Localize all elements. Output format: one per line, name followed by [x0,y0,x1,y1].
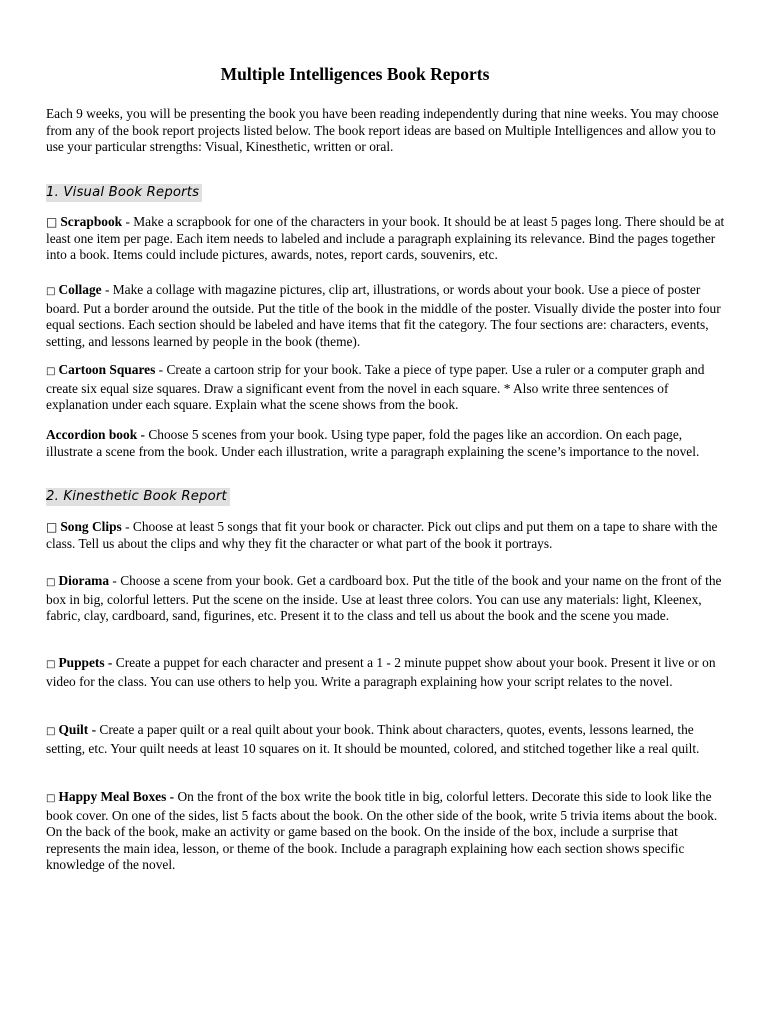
item-name: Cartoon Squares [58,362,156,377]
intro-paragraph: Each 9 weeks, you will be presenting the book you have been reading independently during that nine weeks. You may choose from any of the book report projects listed below. The book report ideas are based on Multiple Intelligences and allow you to use your particular strengths: Visual, Kinesthetic, written or oral. [46,106,719,154]
item-diorama: □ Diorama - Choose a scene from your book. Get a cardboard box. Put the title of the book and your name on the front of the box in big, colorful letters. Put the scene on the inside. Use at least three colors. You can use any materials: light, Kleenex, fabric, clay, cardboard, sand, figurines, etc. Present it to the class and tell us about the book and the scene you made. [46,573,722,623]
item-quilt [46,722,726,757]
section-heading-kinesthetic: 2. Kinesthetic Book Report [46,488,230,506]
item-happy-meal-boxes [46,789,726,874]
item-name: Happy Meal Boxes - [58,789,175,804]
item-description: Choose 5 scenes from your book. Using type paper, fold the pages like an accordion. On each page, illustrate a scene from the book. Under each illustration, write a paragraph explaining the scene’s importance to the novel. [46,427,700,459]
item-collage: □ Collage - Make a collage with magazine pictures, clip art, illustrations, or words about your book. Use a piece of poster board. Put a border around the outside. Put the title of the book in the middle of the poster. Visually divide the poster into four equal sections. Each section should be labeled and have items that fit the category. The four sections are: characters, events, setting, and lessons learned by people in the book (theme). [46,282,721,349]
item-song-clips: □ Song Clips - Choose at least 5 songs that fit your book or character. Pick out clips and put them on a tape to share with the class. Tell us about the clips and why they fit the character or what part of the book it portrays. [46,519,718,551]
checkbox-icon: □ [46,577,56,588]
item-description: Create a paper quilt or a real quilt about your book. Think about characters, quotes, events, lessons learned, the setting, etc. Your quilt needs at least 10 squares on it. It should be mounted, colored, and stitched together like a real quilt. [46,722,700,756]
checkbox-icon: □ [46,659,56,670]
item-accordion-book [46,427,726,460]
checkbox-icon: □ [46,366,56,377]
item-description: Make a collage with magazine pictures, clip art, illustrations, or words about your book. Use a piece of poster board. Put a border around the outside. Put the title of the book in the middle of the poster. Visually divide the poster into four equal sections. Each section should be labeled and have items that fit the category. The four sections are: characters, events, setting, and lessons learned by people in the book (theme). [46,282,721,349]
item-description: On the front of the box write the book title in big, colorful letters. Decorate this side to look like the book cover. On one of the sides, list 5 facts about the book. On the other side of the book, write 5 trivia items about the book. On the back of the book, make an activity or game based on the book. On the inside of the box, include a surprise that represents the main idea, lesson, or theme of the book. Include a paragraph explaining how each section shows specific knowledge of the novel. [46,789,718,872]
item-cartoon-squares: □ Cartoon Squares - Create a cartoon strip for your book. Take a piece of type paper. Use a ruler or a computer graph and create six equal size squares. Draw a significant event from the novel in each square. * Also write three sentences of explanation under each square. Explain what the scene shows from the book. [46,362,705,412]
item-description: Choose a scene from your book. Get a cardboard box. Put the title of the book and your name on the front of the box in big, colorful letters. Put the scene on the inside. Use at least three colors. You can use any materials: light, Kleenex, fabric, clay, cardboard, sand, figurines, etc. Present it to the class and tell us about the book and the scene you made. [46,573,722,623]
section-heading-visual: 1. Visual Book Reports [46,184,202,202]
item-name: Accordion book - [46,427,145,442]
checkbox-icon: □ [46,215,58,229]
checkbox-icon: □ [46,520,58,534]
item-description: Create a puppet for each character and present a 1 - 2 minute puppet show about your book. Present it live or on video for the class. You can use others to help you. Write a paragraph explaining how your script relates to the novel. [46,655,716,689]
item-description: Make a scrapbook for one of the characters in your book. It should be at least 5 pages long. There should be at least one item per page. Each item needs to labeled and include a paragraph explaining its relevance. Bind the pages together into a book. Items could include pictures, awards, notes, report cards, souvenirs, etc. [46,214,725,262]
item-name: Collage [58,282,102,297]
item-name: Scrapbook [60,214,123,229]
checkbox-icon: □ [46,726,56,737]
item-description: Choose at least 5 songs that fit your book or character. Pick out clips and put them on a tape to share with the class. Tell us about the clips and why they fit the character or what part of the book it portrays. [46,519,718,551]
item-name: Song Clips [60,519,122,534]
item-scrapbook: □ Scrapbook - Make a scrapbook for one of the characters in your book. It should be at least 5 pages long. There should be at least one item per page. Each item needs to labeled and include a paragraph explaining its relevance. Bind the pages together into a book. Items could include pictures, awards, notes, report cards, souvenirs, etc. [46,214,725,262]
item-name: Diorama [58,573,110,588]
page-title: Multiple Intelligences Book Reports [220,64,490,84]
item-name: Quilt - [58,722,97,737]
item-puppets [46,655,726,690]
checkbox-icon: □ [46,286,56,297]
item-name: Puppets - [58,655,113,670]
checkbox-icon: □ [46,793,56,804]
item-description: Create a cartoon strip for your book. Take a piece of type paper. Use a ruler or a computer graph and create six equal size squares. Draw a significant event from the novel in each square. * Also write three sentences of explanation under each square. Explain what the scene shows from the book. [46,362,705,412]
